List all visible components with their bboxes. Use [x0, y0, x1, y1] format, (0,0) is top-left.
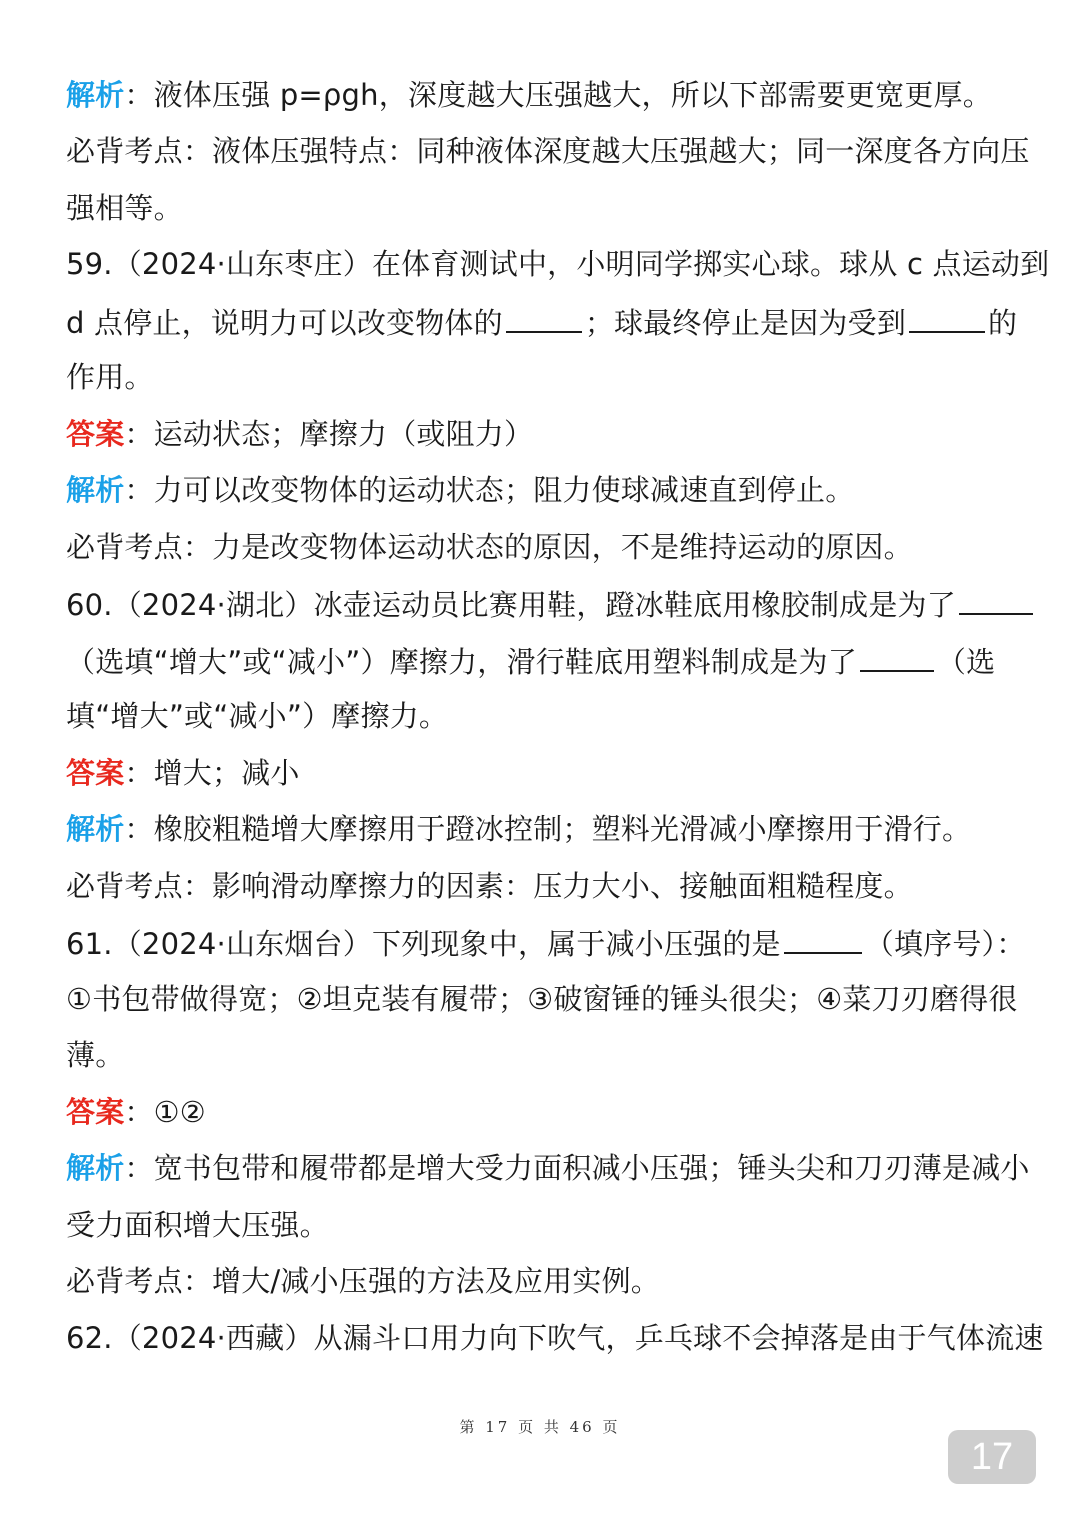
question-text: 60.（2024·湖北）冰壶运动员比赛用鞋，蹬冰鞋底用橡胶制成是为了	[66, 588, 956, 622]
page-number-badge: 17	[948, 1430, 1036, 1484]
key-point-label: 必背考点	[66, 869, 183, 903]
key-point-text: 液体压强特点：同种液体深度越大压强越大；同一深度各方向压	[212, 134, 1030, 168]
question-62-line	[66, 1318, 1044, 1358]
question-text: （填序号）：	[864, 927, 1026, 961]
colon: ：	[182, 1264, 213, 1298]
question-60-line	[66, 696, 1016, 736]
analysis-text: 液体压强 p=ρgh，深度越大压强越大，所以下部需要更宽更厚。	[153, 78, 992, 112]
key-point-text: 影响滑动摩擦力的因素：压力大小、接触面粗糙程度。	[212, 869, 913, 903]
question-text: ①书包带做得宽；②坦克装有履带；③破窗锤的锤头很尖；④菜刀刃磨得很	[66, 982, 1018, 1016]
key-point-text: 强相等。	[66, 191, 183, 225]
analysis-text: 宽书包带和履带都是增大受力面积减小压强；锤头尖和刀刃薄是减小	[153, 1151, 1030, 1185]
question-text: （选	[936, 645, 996, 679]
colon: ：	[124, 812, 154, 846]
answer-line	[66, 753, 1016, 793]
key-point-line-cont	[66, 188, 1016, 228]
answer-text: 运动状态；摩擦力（或阻力）	[153, 417, 534, 451]
question-text: 薄。	[66, 1038, 125, 1072]
question-text: 作用。	[66, 360, 154, 394]
analysis-label: 解析	[66, 78, 125, 112]
key-point-text: 力是改变物体运动状态的原因，不是维持运动的原因。	[212, 530, 913, 564]
key-point-line	[66, 866, 1016, 906]
colon: ：	[124, 756, 154, 790]
key-point-text: 增大/减小压强的方法及应用实例。	[212, 1264, 660, 1298]
analysis-label: 解析	[66, 1151, 125, 1185]
key-point-line	[66, 1261, 1016, 1301]
analysis-text: 受力面积增大压强。	[66, 1208, 329, 1242]
question-text: 59.（2024·山东枣庄）在体育测试中，小明同学掷实心球。球从 c 点运动到	[66, 247, 1050, 281]
question-text: ；球最终停止是因为受到	[584, 306, 907, 340]
answer-line	[66, 1092, 1016, 1132]
analysis-line	[66, 1148, 1030, 1188]
analysis-text: 橡胶粗糙增大摩擦用于蹬冰控制；塑料光滑减小摩擦用于滑行。	[153, 812, 972, 846]
analysis-label: 解析	[66, 473, 125, 507]
answer-label: 答案	[66, 417, 125, 451]
key-point-line	[66, 527, 1016, 567]
colon: ：	[124, 1151, 154, 1185]
analysis-line-cont	[66, 1205, 1016, 1245]
analysis-line	[66, 809, 1016, 849]
question-61-line	[66, 922, 1026, 962]
colon: ：	[124, 78, 154, 112]
colon: ：	[182, 530, 213, 564]
analysis-line	[66, 470, 1016, 510]
answer-text: ①②	[153, 1095, 207, 1129]
analysis-text: 力可以改变物体的运动状态；阻力使球减速直到停止。	[153, 473, 855, 507]
answer-blank	[784, 922, 862, 954]
answer-blank	[959, 583, 1033, 615]
question-59-line	[66, 357, 1016, 397]
colon: ：	[182, 869, 213, 903]
question-59-line	[66, 244, 1050, 284]
question-text: d 点停止，说明力可以改变物体的	[66, 306, 503, 340]
key-point-line	[66, 131, 1030, 171]
answer-blank	[909, 301, 985, 333]
question-60-line	[66, 640, 1016, 680]
question-59-line	[66, 301, 1016, 341]
answer-label: 答案	[66, 1095, 125, 1129]
colon: ：	[124, 417, 154, 451]
analysis-label: 解析	[66, 812, 125, 846]
answer-label: 答案	[66, 756, 125, 790]
key-point-label: 必背考点	[66, 1264, 183, 1298]
colon: ：	[124, 473, 154, 507]
question-text: 62.（2024·西藏）从漏斗口用力向下吹气，乒乓球不会掉落是由于气体流速	[66, 1321, 1044, 1355]
question-60-line	[66, 583, 1016, 623]
page-footer: 第 17 页 共 46 页	[459, 1418, 621, 1436]
analysis-line	[66, 75, 1016, 115]
answer-text: 增大；减小	[153, 756, 300, 790]
colon: ：	[182, 134, 213, 168]
question-text: 61.（2024·山东烟台）下列现象中，属于减小压强的是	[66, 927, 781, 961]
question-text: 的	[988, 306, 1018, 340]
question-text: （选填“增大”或“减小”）摩擦力，滑行鞋底用塑料制成是为了	[66, 645, 857, 679]
colon: ：	[124, 1095, 154, 1129]
question-61-line	[66, 1035, 1016, 1075]
answer-line	[66, 414, 1016, 454]
question-text: 填“增大”或“减小”）摩擦力。	[66, 699, 449, 733]
answer-blank	[506, 301, 582, 333]
question-61-line	[66, 979, 1016, 1019]
key-point-label: 必背考点	[66, 530, 183, 564]
answer-blank	[860, 640, 934, 672]
key-point-label: 必背考点	[66, 134, 183, 168]
